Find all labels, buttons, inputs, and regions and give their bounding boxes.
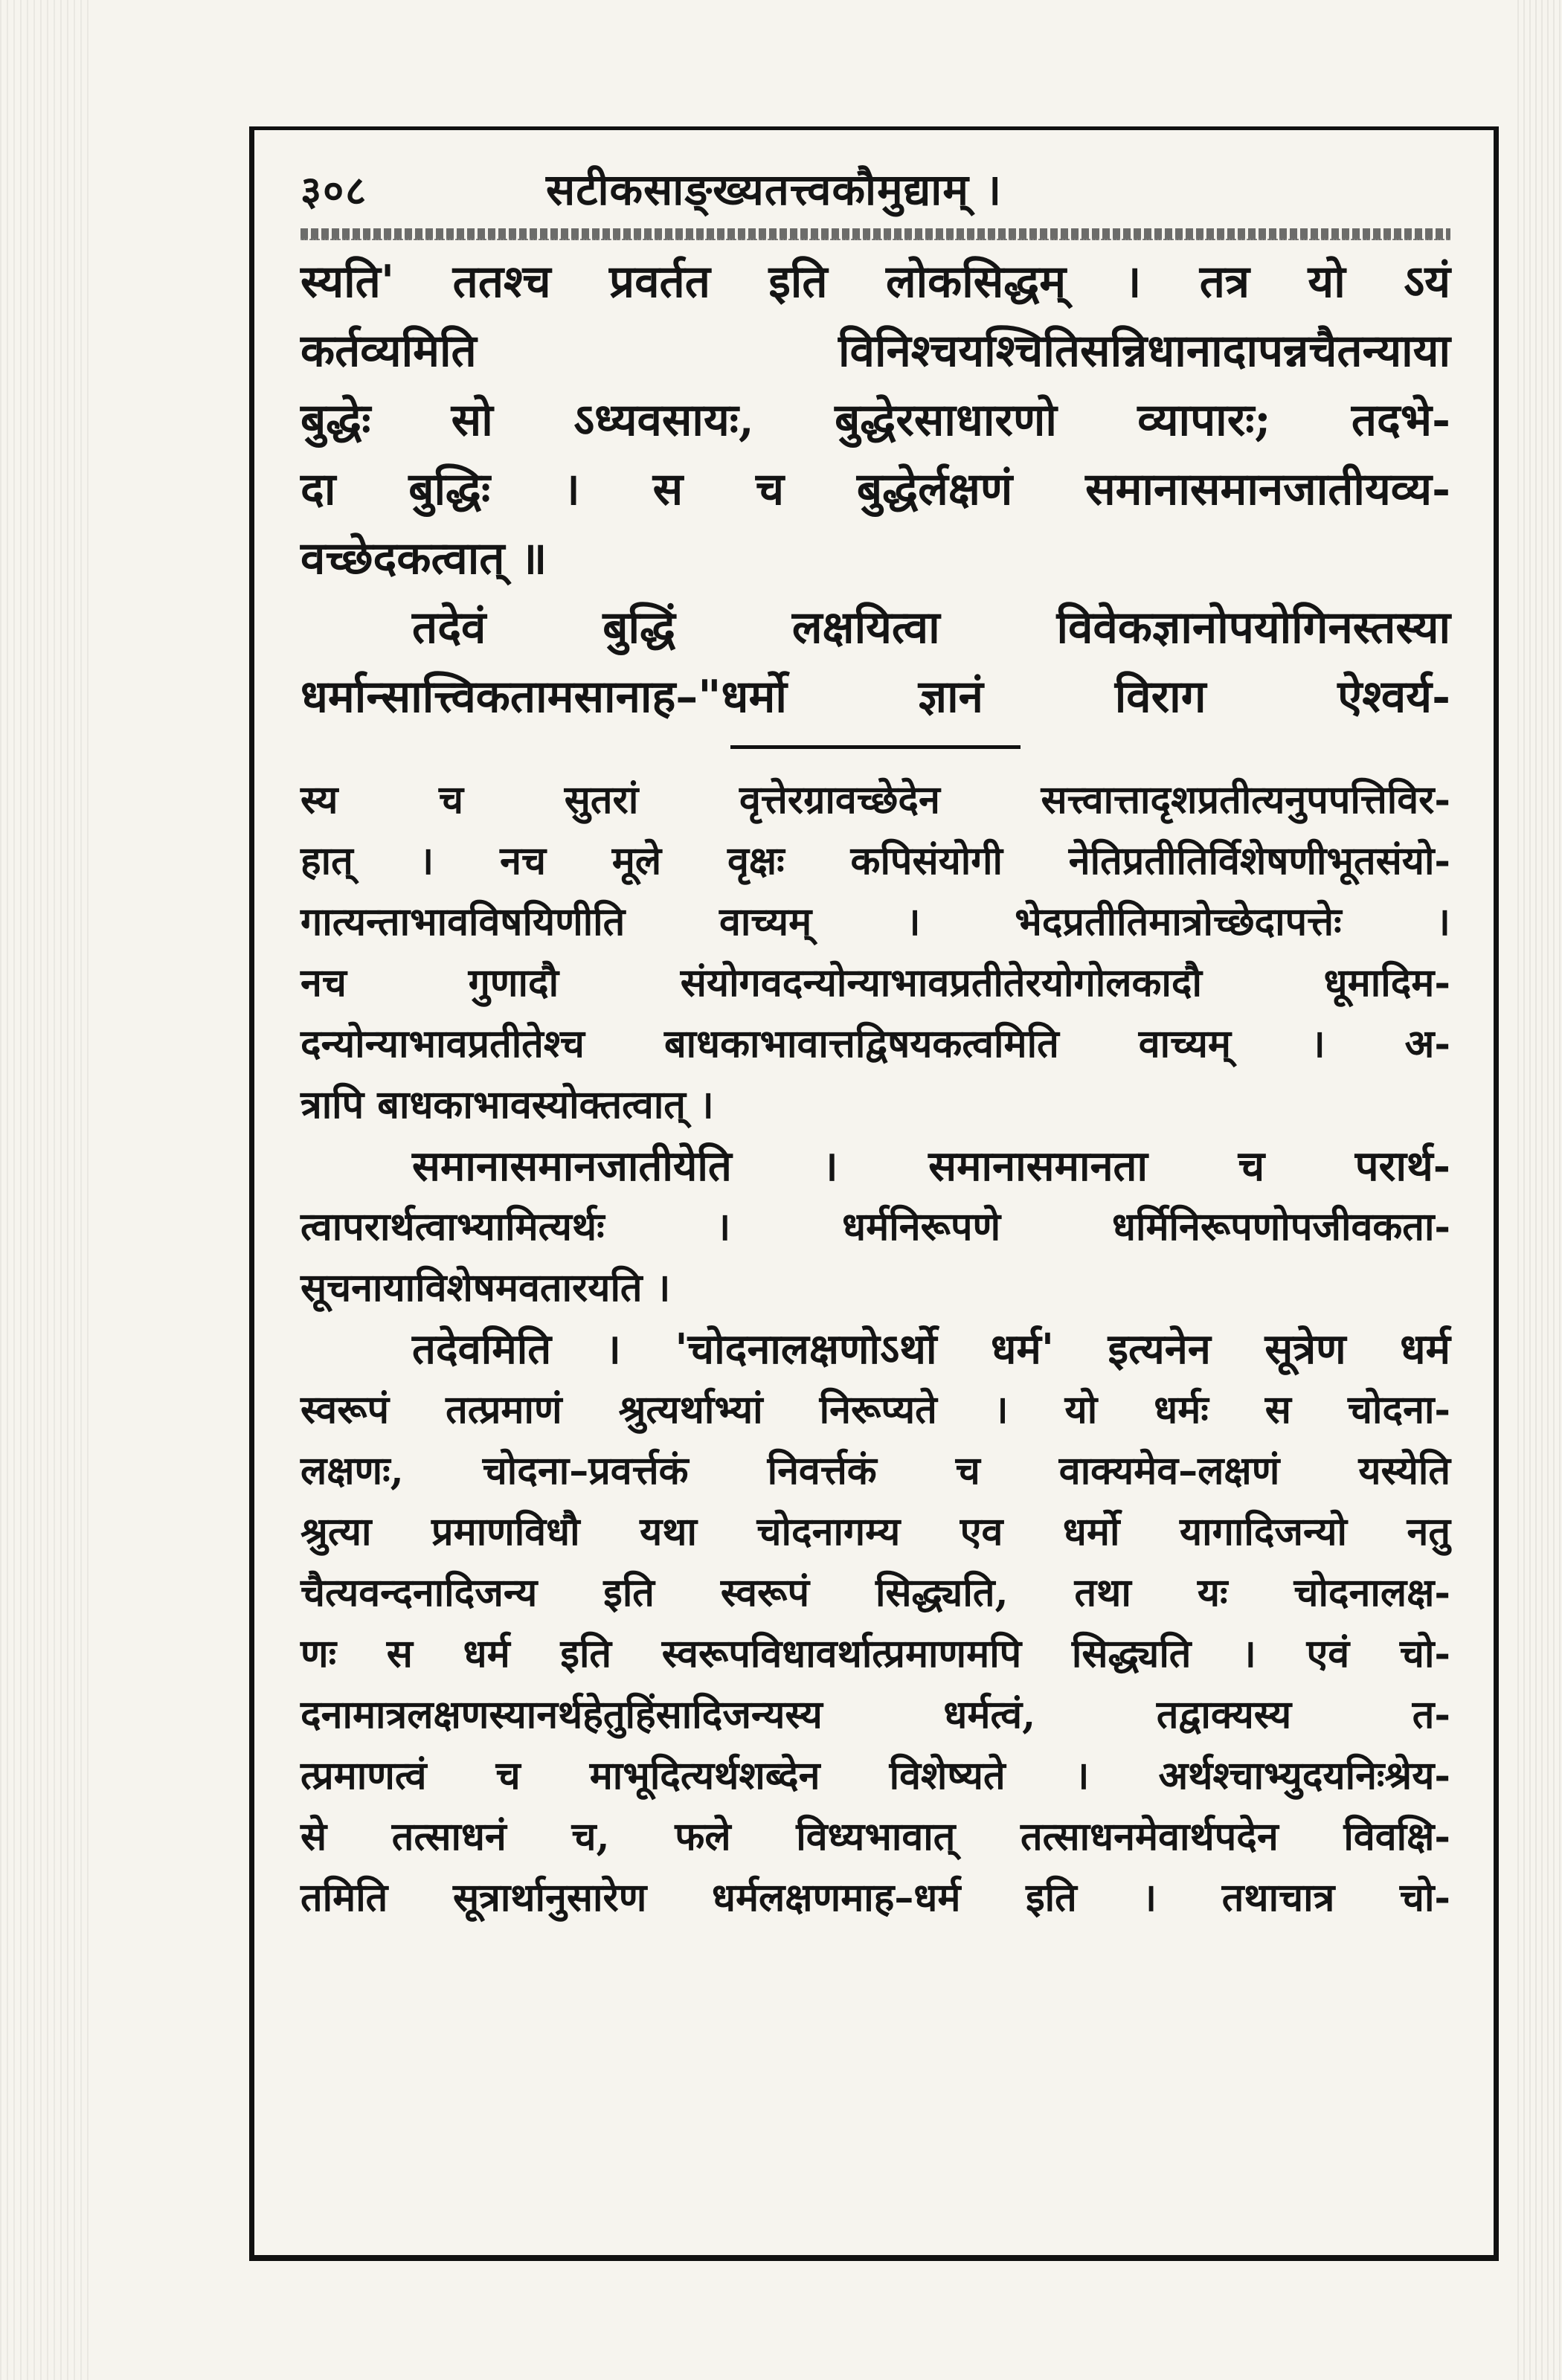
main-text-line: दा बुद्धिः । स च बुद्धेर्लक्षणं समानासमानजातीयव्य- (300, 463, 1450, 515)
commentary-line: णः स धर्म इति स्वरूपविधावर्थात्प्रमाणमपि सिद्ध्यति । एवं चो- (300, 1631, 1450, 1676)
commentary-line: स्य च सुतरां वृत्तेरग्रावच्छेदेन सत्त्वात्तादृशप्रतीत्यनुपपत्तिविर- (300, 777, 1450, 823)
main-text-line: तदेवं बुद्धिं लक्षयित्वा विवेकज्ञानोपयोगिनस्तस्या (412, 602, 1450, 654)
commentary-line: तमिति सूत्रार्थानुसारेण धर्मलक्षणमाह–धर्म इति । तथाचात्र चो- (300, 1875, 1450, 1920)
commentary-line: त्रापि बाधकाभावस्योक्तत्वात् । (300, 1082, 714, 1128)
page-frame (249, 126, 1499, 2261)
main-text-line: धर्मान्सात्त्विकतामसानाह–"धर्मो ज्ञानं विराग ऐश्वर्य- (300, 671, 1450, 723)
main-text-line: स्यति' ततश्च प्रवर्तत इति लोकसिद्धम् । तत्र यो ऽयं (300, 256, 1450, 308)
commentary-line: से तत्साधनं च, फले विध्यभावात् तत्साधनमेवार्थपदेन विवक्षि- (300, 1814, 1450, 1859)
commentary-line: दनामात्रलक्षणस्यानर्थहेतुहिंसादिजन्यस्य धर्मत्वं, तद्वाक्यस्य त- (300, 1692, 1450, 1737)
header-rule (300, 228, 1450, 240)
section-separator (730, 745, 1021, 749)
commentary-line: चैत्यवन्दनादिजन्य इति स्वरूपं सिद्ध्यति, तथा यः चोदनालक्ष- (300, 1570, 1450, 1615)
commentary-line: त्वापरार्थत्वाभ्यामित्यर्थः । धर्मनिरूपणे धर्मिनिरूपणोपजीवकता- (300, 1204, 1450, 1250)
commentary-line: हात् । नच मूले वृक्षः कपिसंयोगी नेतिप्रतीतिर्विशेषणीभूतसंयो- (300, 838, 1450, 884)
scan-binding-edge (0, 0, 89, 2380)
page-number: ३०८ (300, 167, 368, 214)
page-header (300, 151, 1450, 218)
main-text (300, 248, 1450, 732)
main-text-line: वच्छेदकत्वात् ॥ (300, 533, 547, 585)
commentary-line: दन्योन्याभावप्रतीतेश्च बाधकाभावात्तद्विषयकत्वमिति वाच्यम् । अ- (300, 1021, 1450, 1067)
commentary-line: लक्षणः, चोदना–प्रवर्त्तकं निवर्त्तकं च वाक्यमेव–लक्षणं यस्येति (300, 1448, 1450, 1493)
commentary-line: गात्यन्ताभावविषयिणीति वाच्यम् । भेदप्रतीतिमात्रोच्छेदापत्तेः । (300, 899, 1450, 945)
running-title: सटीकसाङ्ख्यतत्त्वकौमुद्याम् । (546, 164, 1003, 215)
scan-right-edge (1517, 0, 1562, 2380)
commentary-line: सूचनायाविशेषमवतारयति । (300, 1265, 671, 1310)
commentary-line: नच गुणादौ संयोगवदन्योन्याभावप्रतीतेरयोगोलकादौ धूमादिम- (300, 960, 1450, 1006)
commentary-line: स्वरूपं तत्प्रमाणं श्रुत्यर्थाभ्यां निरूप्यते । यो धर्मः स चोदना- (300, 1387, 1450, 1432)
commentary-line: त्प्रमाणत्वं च माभूदित्यर्थशब्देन विशेष्यते । अर्थश्चाभ्युदयनिःश्रेय- (300, 1753, 1450, 1798)
commentary-line: तदेवमिति । 'चोदनालक्षणोऽर्थो धर्म' इत्यनेन सूत्रेण धर्म (412, 1325, 1450, 1374)
commentary (300, 770, 1450, 1929)
main-text-line: बुद्धेः सो ऽध्यवसायः, बुद्धेरसाधारणो व्यापारः; तदभे- (300, 394, 1450, 446)
commentary-line: समानासमानजातीयेति । समानासमानता च परार्थ- (412, 1142, 1450, 1191)
main-text-line: कर्तव्यमिति विनिश्चयश्चितिसन्निधानादापन्नचैतन्याया (300, 325, 1450, 377)
commentary-line: श्रुत्या प्रमाणविधौ यथा चोदनागम्य एव धर्मो यागादिजन्यो नतु (300, 1509, 1450, 1554)
